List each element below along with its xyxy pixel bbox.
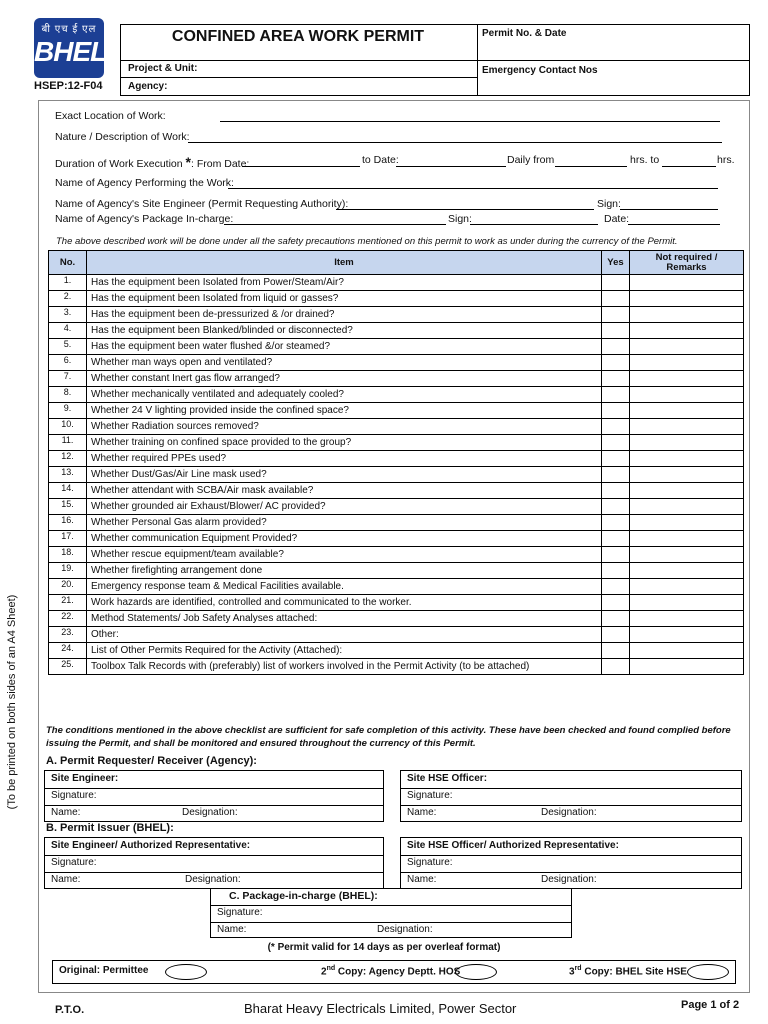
row-item: Whether constant Inert gas flow arranged? (87, 371, 602, 387)
row-number: 5. (49, 339, 87, 355)
checklist-row (49, 659, 744, 675)
second-copy-checkbox[interactable] (455, 964, 497, 980)
row-item: List of Other Permits Required for the Activity (Attached): (87, 643, 602, 659)
row-remarks-cell[interactable] (630, 275, 744, 291)
section-a-left-name[interactable]: Name: (51, 807, 81, 818)
section-a-right-designation[interactable]: Designation: (541, 807, 597, 818)
row-remarks-cell[interactable] (630, 547, 744, 563)
third-copy-label: 3rd Copy: BHEL Site HSE (569, 965, 687, 978)
checklist-row (49, 275, 744, 291)
checklist-row (49, 467, 744, 483)
row-remarks-cell[interactable] (630, 291, 744, 307)
row-number: 19. (49, 563, 87, 579)
section-a-title: A. Permit Requester/ Receiver (Agency): (46, 755, 257, 767)
checklist-row (49, 451, 744, 467)
row-item: Whether 24 V lighting provided inside the confined space? (87, 403, 602, 419)
row-item: Whether Radiation sources removed? (87, 419, 602, 435)
section-b-right-title: Site HSE Officer/ Authorized Representative: (407, 840, 619, 851)
row-yes-cell[interactable] (602, 275, 630, 291)
row-item: Whether attendant with SCBA/Air mask available? (87, 483, 602, 499)
row-number: 25. (49, 659, 87, 675)
section-b-left-title: Site Engineer/ Authorized Representative: (51, 840, 251, 851)
row-remarks-cell[interactable] (630, 483, 744, 499)
row-item: Toolbox Talk Records with (preferably) list of workers involved in the Permit Activity (to be attached) (87, 659, 602, 675)
row-remarks-cell[interactable] (630, 403, 744, 419)
row-item: Has the equipment been de-pressurized & /or drained? (87, 307, 602, 323)
row-item: Other: (87, 627, 602, 643)
row-remarks-cell[interactable] (630, 531, 744, 547)
emergency-contact-label: Emergency Contact Nos (482, 65, 598, 76)
row-number: 2. (49, 291, 87, 307)
row-item: Whether required PPEs used? (87, 451, 602, 467)
row-yes-cell[interactable] (602, 387, 630, 403)
section-a-right-signature[interactable]: Signature: (407, 790, 453, 801)
checklist-row (49, 339, 744, 355)
row-number: 3. (49, 307, 87, 323)
row-number: 7. (49, 371, 87, 387)
row-number: 21. (49, 595, 87, 611)
checklist-row (49, 355, 744, 371)
row-yes-cell[interactable] (602, 627, 630, 643)
date-label: Date: (604, 213, 630, 225)
row-yes-cell[interactable] (602, 579, 630, 595)
package-incharge-field[interactable] (224, 224, 446, 225)
row-yes-cell[interactable] (602, 291, 630, 307)
row-remarks-cell[interactable] (630, 515, 744, 531)
section-b-right-name[interactable]: Name: (407, 874, 437, 885)
section-c-designation[interactable]: Designation: (377, 924, 433, 935)
row-item: Whether communication Equipment Provided? (87, 531, 602, 547)
row-remarks-cell[interactable] (630, 387, 744, 403)
row-yes-cell[interactable] (602, 547, 630, 563)
row-item: Whether training on confined space provided to the group? (87, 435, 602, 451)
row-number: 10. (49, 419, 87, 435)
section-c-box (210, 888, 572, 938)
checklist-row (49, 435, 744, 451)
row-item: Whether firefighting arrangement done (87, 563, 602, 579)
conditions-text: The conditions mentioned in the above checklist are sufficient for safe completion of this activity. These have been checked and found complied before issuing the Permit, and shall be monitored and ensured throughout the currency of this Permit. (46, 725, 731, 749)
row-yes-cell[interactable] (602, 499, 630, 515)
checklist-row (49, 419, 744, 435)
row-item: Has the equipment been water flushed &/or steamed? (87, 339, 602, 355)
section-c-signature[interactable]: Signature: (217, 907, 263, 918)
section-a-left-title: Site Engineer: (51, 773, 119, 784)
col-no-header: No. (49, 251, 87, 275)
row-remarks-cell[interactable] (630, 419, 744, 435)
checklist-row (49, 595, 744, 611)
row-number: 23. (49, 627, 87, 643)
row-yes-cell[interactable] (602, 643, 630, 659)
row-number: 22. (49, 611, 87, 627)
pto-label: P.T.O. (55, 1004, 85, 1016)
row-remarks-cell[interactable] (630, 323, 744, 339)
page-title: CONFINED AREA WORK PERMIT (171, 28, 425, 45)
validity-note: (* Permit valid for 14 days as per overleaf format) (267, 942, 501, 953)
hrs-to-label: hrs. to (630, 154, 660, 166)
row-remarks-cell[interactable] (630, 355, 744, 371)
row-item: Whether man ways open and ventilated? (87, 355, 602, 371)
section-b-hse-officer-box (400, 837, 742, 889)
row-yes-cell[interactable] (602, 483, 630, 499)
row-item: Whether rescue equipment/team available? (87, 547, 602, 563)
row-remarks-cell[interactable] (630, 595, 744, 611)
row-number: 13. (49, 467, 87, 483)
daily-from-field[interactable] (555, 166, 627, 167)
section-b-left-signature[interactable]: Signature: (51, 857, 97, 868)
checklist-row (49, 323, 744, 339)
row-number: 17. (49, 531, 87, 547)
sign-label-2: Sign: (448, 213, 472, 225)
row-yes-cell[interactable] (602, 515, 630, 531)
section-a-site-engineer-box (44, 770, 384, 822)
permit-no-label: Permit No. & Date (482, 28, 567, 39)
row-yes-cell[interactable] (602, 307, 630, 323)
row-number: 15. (49, 499, 87, 515)
site-engineer-field[interactable] (336, 209, 594, 210)
company-name: Bharat Heavy Electricals Limited, Power Sector (244, 1001, 517, 1016)
checklist-row (49, 291, 744, 307)
checklist-row (49, 627, 744, 643)
checklist-row (49, 403, 744, 419)
hrs-label: hrs. (717, 154, 735, 166)
row-yes-cell[interactable] (602, 323, 630, 339)
row-yes-cell[interactable] (602, 467, 630, 483)
row-item: Whether mechanically ventilated and adequately cooled? (87, 387, 602, 403)
row-remarks-cell[interactable] (630, 435, 744, 451)
from-date-field[interactable] (242, 166, 360, 167)
row-item: Whether grounded air Exhaust/Blower/ AC provided? (87, 499, 602, 515)
project-label: Project & Unit: (128, 63, 198, 74)
package-incharge-label: Name of Agency's Package In-charge: (55, 213, 234, 225)
col-item-header: Item (87, 251, 602, 275)
row-yes-cell[interactable] (602, 435, 630, 451)
logo-hindi-text: बी एच ई एल (41, 24, 97, 35)
row-number: 16. (49, 515, 87, 531)
row-item: Has the equipment been Blanked/blinded or disconnected? (87, 323, 602, 339)
document-code: HSEP:12-F04 (34, 80, 103, 92)
checklist-row (49, 563, 744, 579)
location-label: Exact Location of Work: (55, 110, 166, 122)
row-yes-cell[interactable] (602, 451, 630, 467)
section-a-right-title: Site HSE Officer: (407, 773, 488, 784)
sign-label-1: Sign: (597, 198, 621, 210)
nature-label: Nature / Description of Work: (55, 131, 190, 143)
row-item: Method Statements/ Job Safety Analyses attached: (87, 611, 602, 627)
checklist-row (49, 643, 744, 659)
row-remarks-cell[interactable] (630, 499, 744, 515)
section-b-title: B. Permit Issuer (BHEL): (46, 822, 174, 834)
date-field[interactable] (628, 224, 720, 225)
row-item: Whether Dust/Gas/Air Line mask used? (87, 467, 602, 483)
row-number: 8. (49, 387, 87, 403)
copy-distribution-bar (52, 960, 736, 984)
row-number: 9. (49, 403, 87, 419)
row-remarks-cell[interactable] (630, 563, 744, 579)
section-b-left-name[interactable]: Name: (51, 874, 81, 885)
section-c-title: C. Package-in-charge (BHEL): (229, 890, 378, 902)
bhel-logo (34, 18, 107, 78)
agency-name-label: Name of Agency Performing the Work: (55, 177, 234, 189)
row-number: 1. (49, 275, 87, 291)
row-yes-cell[interactable] (602, 611, 630, 627)
row-yes-cell[interactable] (602, 563, 630, 579)
section-a-left-designation[interactable]: Designation: (182, 807, 238, 818)
checklist-row (49, 611, 744, 627)
row-number: 12. (49, 451, 87, 467)
section-a-right-name[interactable]: Name: (407, 807, 437, 818)
row-number: 20. (49, 579, 87, 595)
checklist-row (49, 499, 744, 515)
section-b-left-designation[interactable]: Designation: (185, 874, 241, 885)
sign-field-2[interactable] (470, 224, 598, 225)
checklist-row (49, 579, 744, 595)
agency-name-field[interactable] (228, 188, 718, 189)
original-copy-checkbox[interactable] (165, 964, 207, 980)
section-a-hse-officer-box (400, 770, 742, 822)
row-remarks-cell[interactable] (630, 307, 744, 323)
row-yes-cell[interactable] (602, 419, 630, 435)
section-b-site-engineer-box (44, 837, 384, 889)
section-b-right-designation[interactable]: Designation: (541, 874, 597, 885)
row-yes-cell[interactable] (602, 659, 630, 675)
checklist-row (49, 531, 744, 547)
location-field[interactable] (220, 121, 720, 122)
row-remarks-cell[interactable] (630, 451, 744, 467)
checklist-row (49, 371, 744, 387)
row-remarks-cell[interactable] (630, 627, 744, 643)
row-yes-cell[interactable] (602, 595, 630, 611)
sign-field-1[interactable] (620, 209, 718, 210)
hrs-to-field[interactable] (662, 166, 716, 167)
print-instruction: (To be printed on both sides of an A4 Sheet) (6, 594, 18, 810)
third-copy-checkbox[interactable] (687, 964, 729, 980)
section-c-name[interactable]: Name: (217, 924, 247, 935)
row-yes-cell[interactable] (602, 355, 630, 371)
col-yes-header: Yes (602, 251, 630, 275)
to-date-field[interactable] (396, 166, 506, 167)
row-number: 11. (49, 435, 87, 451)
row-remarks-cell[interactable] (630, 659, 744, 675)
duration-label: Duration of Work Execution *: From Date: (55, 154, 250, 170)
row-yes-cell[interactable] (602, 371, 630, 387)
row-remarks-cell[interactable] (630, 339, 744, 355)
row-item: Whether Personal Gas alarm provided? (87, 515, 602, 531)
row-number: 18. (49, 547, 87, 563)
daily-from-label: Daily from (507, 154, 555, 166)
nature-field[interactable] (188, 142, 722, 143)
second-copy-label: 2nd Copy: Agency Deptt. HOS (321, 965, 461, 978)
page-number: Page 1 of 2 (681, 999, 740, 1011)
row-remarks-cell[interactable] (630, 643, 744, 659)
checklist-row (49, 307, 744, 323)
row-remarks-cell[interactable] (630, 579, 744, 595)
row-remarks-cell[interactable] (630, 467, 744, 483)
original-copy-label: Original: Permittee (59, 965, 149, 976)
checklist-row (49, 515, 744, 531)
logo-text: BHEL (34, 36, 107, 67)
row-item: Has the equipment been Isolated from Power/Steam/Air? (87, 275, 602, 291)
checklist-table (48, 250, 744, 675)
precaution-note: The above described work will be done under all the safety precautions mentioned on this permit to work as under during the currency of the Permit. (56, 236, 678, 247)
row-item: Has the equipment been Isolated from liquid or gasses? (87, 291, 602, 307)
section-b-right-signature[interactable]: Signature: (407, 857, 453, 868)
row-yes-cell[interactable] (602, 403, 630, 419)
to-date-label: to Date: (362, 154, 399, 166)
checklist-row (49, 483, 744, 499)
row-number: 4. (49, 323, 87, 339)
col-remarks-header: Not required / Remarks (630, 251, 744, 275)
row-yes-cell[interactable] (602, 531, 630, 547)
site-engineer-label: Name of Agency's Site Engineer (Permit Requesting Authority): (55, 198, 349, 210)
checklist-row (49, 387, 744, 403)
row-remarks-cell[interactable] (630, 611, 744, 627)
row-remarks-cell[interactable] (630, 371, 744, 387)
row-number: 24. (49, 643, 87, 659)
checklist-row (49, 547, 744, 563)
row-number: 14. (49, 483, 87, 499)
row-number: 6. (49, 355, 87, 371)
section-a-left-signature[interactable]: Signature: (51, 790, 97, 801)
row-yes-cell[interactable] (602, 339, 630, 355)
row-item: Work hazards are identified, controlled and communicated to the worker. (87, 595, 602, 611)
row-item: Emergency response team & Medical Facilities available. (87, 579, 602, 595)
agency-label: Agency: (128, 81, 168, 92)
